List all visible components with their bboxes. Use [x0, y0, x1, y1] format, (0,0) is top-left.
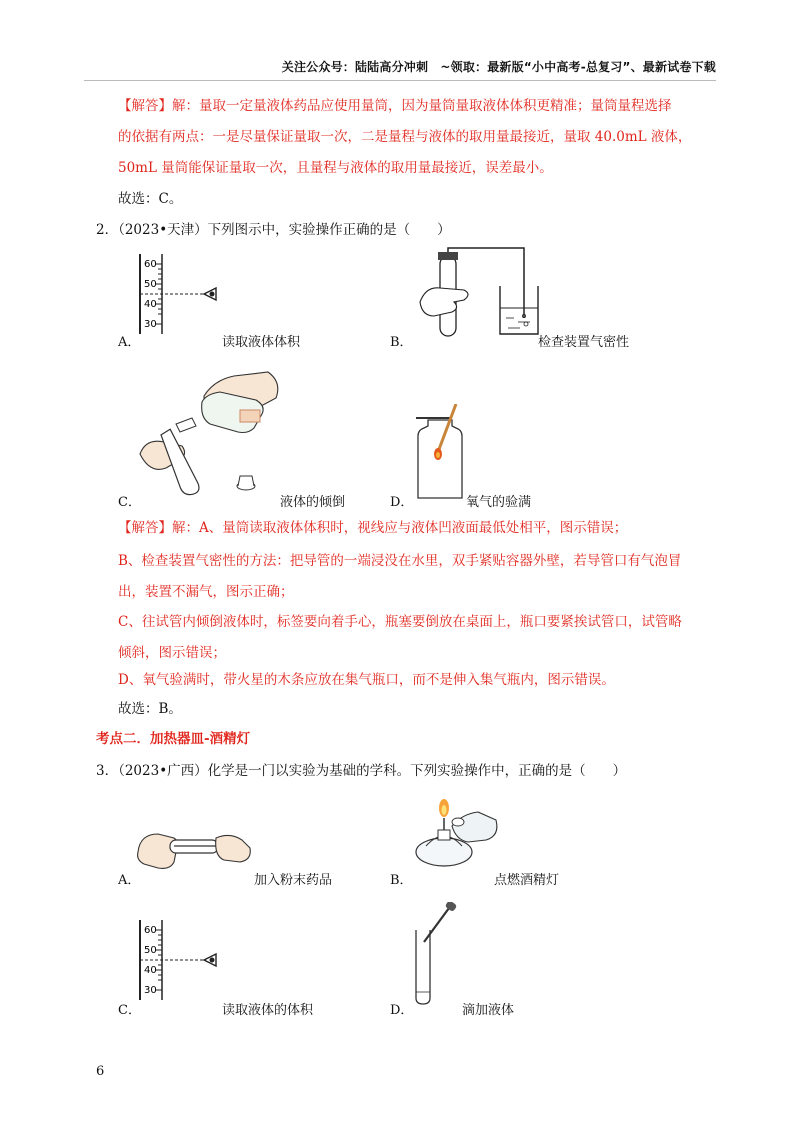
- page-header: 关注公众号：陆陆高分冲刺 ~领取：最新版“小中高考-总复习”、最新试卷下载: [281, 60, 716, 74]
- q3-option-a-caption: 加入粉末药品: [254, 873, 333, 888]
- q3-option-b-letter: B．: [390, 873, 413, 888]
- answer2-line1: 【解答】解：A、量筒读取液体体积时，视线应与液体凹液面最低处相平，图示错误；: [118, 520, 628, 536]
- q3-figure-d-dropper: [412, 902, 462, 1006]
- q3-option-b-caption: 点燃酒精灯: [494, 873, 560, 888]
- tick-label: 30: [144, 319, 157, 330]
- q3-option-d-caption: 滴加液体: [462, 1003, 515, 1018]
- q3-figure-a-adding-powder: [134, 822, 254, 874]
- section-title: 考点二．加热器皿-酒精灯: [96, 731, 251, 747]
- answer2-line2: B、检查装置气密性的方法：把导管的一端浸没在水里，双手紧贴容器外壁，若导管口有气泡冒: [118, 553, 682, 569]
- q3-stem: 3．（2023•广西）化学是一门以实验为基础的学科。下列实验操作中，正确的是（ ）: [96, 763, 627, 779]
- q3-option-c-caption: 读取液体的体积: [222, 1003, 314, 1018]
- header-rule: [84, 80, 716, 81]
- q2-option-b-caption: 检查装置气密性: [538, 335, 630, 350]
- tick-label: 60: [144, 259, 157, 270]
- q2-option-c-caption: 液体的倾倒: [280, 495, 346, 510]
- tick-label: 40: [144, 299, 157, 310]
- q2-option-a-caption: 读取液体体积: [222, 335, 301, 350]
- hand-icon: [420, 288, 468, 316]
- q3-option-a-letter: A．: [118, 873, 141, 888]
- answer-tag: 【解答】: [118, 98, 172, 114]
- answer1-line1: 【解答】解：量取一定量液体药品应使用量筒，因为量筒量取液体体积更精准；量筒量程选择: [118, 98, 672, 114]
- q2-option-d-caption: 氧气的验满: [466, 495, 532, 510]
- answer2-line6: D、氧气验满时，带火星的木条应放在集气瓶口，而不是伸入集气瓶内，图示错误。: [118, 672, 615, 688]
- page-number: 6: [96, 1064, 105, 1079]
- answer1-choice: 故选：C。: [118, 191, 183, 207]
- tick-label: 50: [144, 279, 157, 290]
- q2-figure-d-oxygen-test: [416, 404, 466, 500]
- q2-option-a-letter: A．: [118, 335, 141, 350]
- hand-icon: [216, 835, 251, 862]
- q3-figure-c-cylinder: [130, 916, 230, 1002]
- tick-label: 40: [144, 965, 157, 976]
- q2-figure-c-pouring: [136, 362, 286, 498]
- answer2-choice: 故选：B。: [118, 701, 182, 717]
- tick-label: 30: [144, 985, 157, 996]
- tick-label: 60: [144, 925, 157, 936]
- answer1-line2: 的依据有两点：一是尽量保证量取一次，二是量程与液体的取用量最接近，量取 40.0mL 液体，: [118, 129, 692, 145]
- q2-option-b-letter: B．: [390, 335, 413, 350]
- answer2-line5: 倾斜，图示错误；: [118, 645, 226, 661]
- tick-label: 50: [144, 945, 157, 956]
- answer1-line3: 50mL 量筒能保证量取一次，且量程与液体的取用量最接近，误差最小。: [118, 160, 553, 176]
- q2-figure-a-cylinder: [130, 250, 230, 336]
- answer2-line4: C、往试管内倾倒液体时，标签要向着手心，瓶塞要倒放在桌面上，瓶口要紧挨试管口，试管略: [118, 614, 682, 630]
- q2-option-d-letter: D．: [390, 495, 414, 510]
- q2-stem: 2．（2023•天津）下列图示中，实验操作正确的是（ ）: [96, 222, 451, 238]
- q2-figure-b-airtightness: [414, 246, 544, 338]
- answer-tag: 【解答】: [118, 520, 172, 536]
- q2-option-c-letter: C．: [118, 495, 141, 510]
- q3-figure-b-lighting-lamp: [412, 790, 502, 870]
- answer2-line3: 出，装置不漏气，图示正确；: [118, 584, 294, 600]
- q3-option-d-letter: D．: [390, 1003, 414, 1018]
- q3-option-c-letter: C．: [118, 1003, 141, 1018]
